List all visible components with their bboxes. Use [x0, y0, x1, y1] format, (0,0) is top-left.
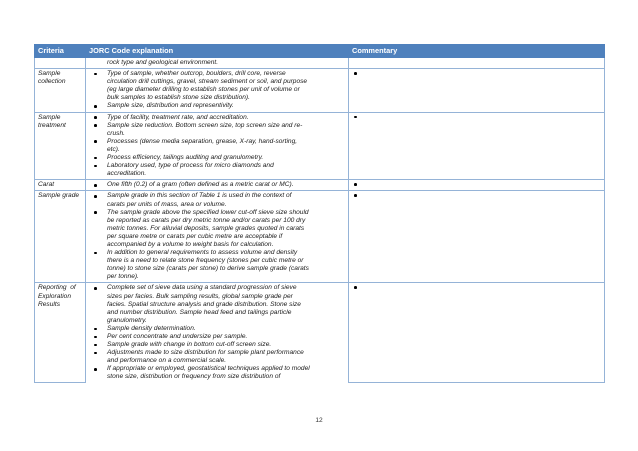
table-row: [35, 191, 605, 283]
jorc-table: [34, 44, 605, 383]
table-header-row: [35, 45, 605, 58]
list-item: In addition to general requirements to assess volume and density there is a need to relate stone frequency (stones per cubic metre or tonne) to stone size (carats per stone) to derive sample grade (carats per tonne).: [89, 249, 346, 281]
bullet-icon: [354, 183, 357, 186]
list-item: Process efficiency, tailings auditing and granulometry.: [89, 154, 346, 162]
explanation-cell: [86, 191, 349, 283]
bullet-icon: [354, 194, 357, 197]
continuation-row: [35, 58, 605, 69]
header-explanation: JORC Code explanation: [86, 45, 349, 58]
list-item: Sample grade with change in bottom cut-off screen size.: [89, 341, 346, 349]
commentary-cell: [349, 69, 605, 112]
bullet-icon: [354, 116, 357, 119]
explanation-cell: [86, 180, 349, 191]
header-criteria: Criteria: [35, 45, 86, 58]
criteria-cell: Sample treatment: [35, 112, 86, 180]
commentary-cell: [349, 180, 605, 191]
criteria-cell: [35, 58, 86, 69]
criteria-cell: Sample collection: [35, 69, 86, 112]
commentary-cell: [349, 283, 605, 383]
bullet-icon: [354, 286, 357, 289]
table-row: [35, 69, 605, 112]
list-item: The sample grade above the specified lower cut-off sieve size should be reported as carats per dry metric tonne and/or carats per 100 dry metric tonnes. For alluvial deposits, sample grades quoted in carats per square metre or carats per cubic metre are acceptable if accompanied by a volume to weight basis for calculation.: [89, 209, 346, 249]
list-item: Type of sample, whether outcrop, boulders, drill core, reverse circulation drill cuttings, gravel, stream sediment or soil, and purpose (eg large diameter drilling to establish stones per unit of volume or bulk samples to establish stone size distribution).: [89, 70, 346, 102]
list-item: Sample size, distribution and representivity.: [89, 102, 346, 110]
explanation-cell: [86, 283, 349, 383]
list-item: Sample density determination.: [89, 325, 346, 333]
table-row: [35, 283, 605, 383]
criteria-cell: Reporting of Exploration Results: [35, 283, 86, 383]
bullet-icon: [354, 72, 357, 75]
list-item: One fifth (0.2) of a gram (often defined as a metric carat or MC).: [89, 181, 346, 189]
table-row: [35, 180, 605, 191]
list-item: Processes (dense media separation, grease, X-ray, hand-sorting, etc).: [89, 138, 346, 154]
list-item: If appropriate or employed, geostatistical techniques applied to model stone size, distribution or frequency from size distribution of: [89, 365, 346, 381]
commentary-cell: [349, 58, 605, 69]
explanation-cell: [86, 58, 349, 69]
list-item: Sample grade in this section of Table 1 is used in the context of carats per units of mass, area or volume.: [89, 192, 346, 208]
explanation-cell: [86, 69, 349, 112]
commentary-cell: [349, 191, 605, 283]
list-item: Type of facility, treatment rate, and accreditation.: [89, 114, 346, 122]
list-item: Laboratory used, type of process for micro diamonds and accreditation.: [89, 162, 346, 178]
header-commentary: Commentary: [349, 45, 605, 58]
list-item: Sample size reduction. Bottom screen size, top screen size and re- crush.: [89, 122, 346, 138]
commentary-cell: [349, 112, 605, 180]
list-item: Complete set of sieve data using a standard progression of sieve sizes per facies. Bulk sampling results, global sample grade per facies. Spatial structure analysis and grade distribution. Stone size and number distribution. Sample head feed and tailings particle granulometry.: [89, 284, 346, 324]
criteria-cell: Carat: [35, 180, 86, 191]
page-number: 12: [315, 417, 323, 424]
explanation-cell: [86, 112, 349, 180]
continuation-text: rock type and geological environment.: [107, 59, 219, 66]
list-item: Adjustments made to size distribution for sample plant performance and performance on a commercial scale.: [89, 349, 346, 365]
criteria-cell: Sample grade: [35, 191, 86, 283]
list-item: Per cent concentrate and undersize per sample.: [89, 333, 346, 341]
table-row: [35, 112, 605, 180]
